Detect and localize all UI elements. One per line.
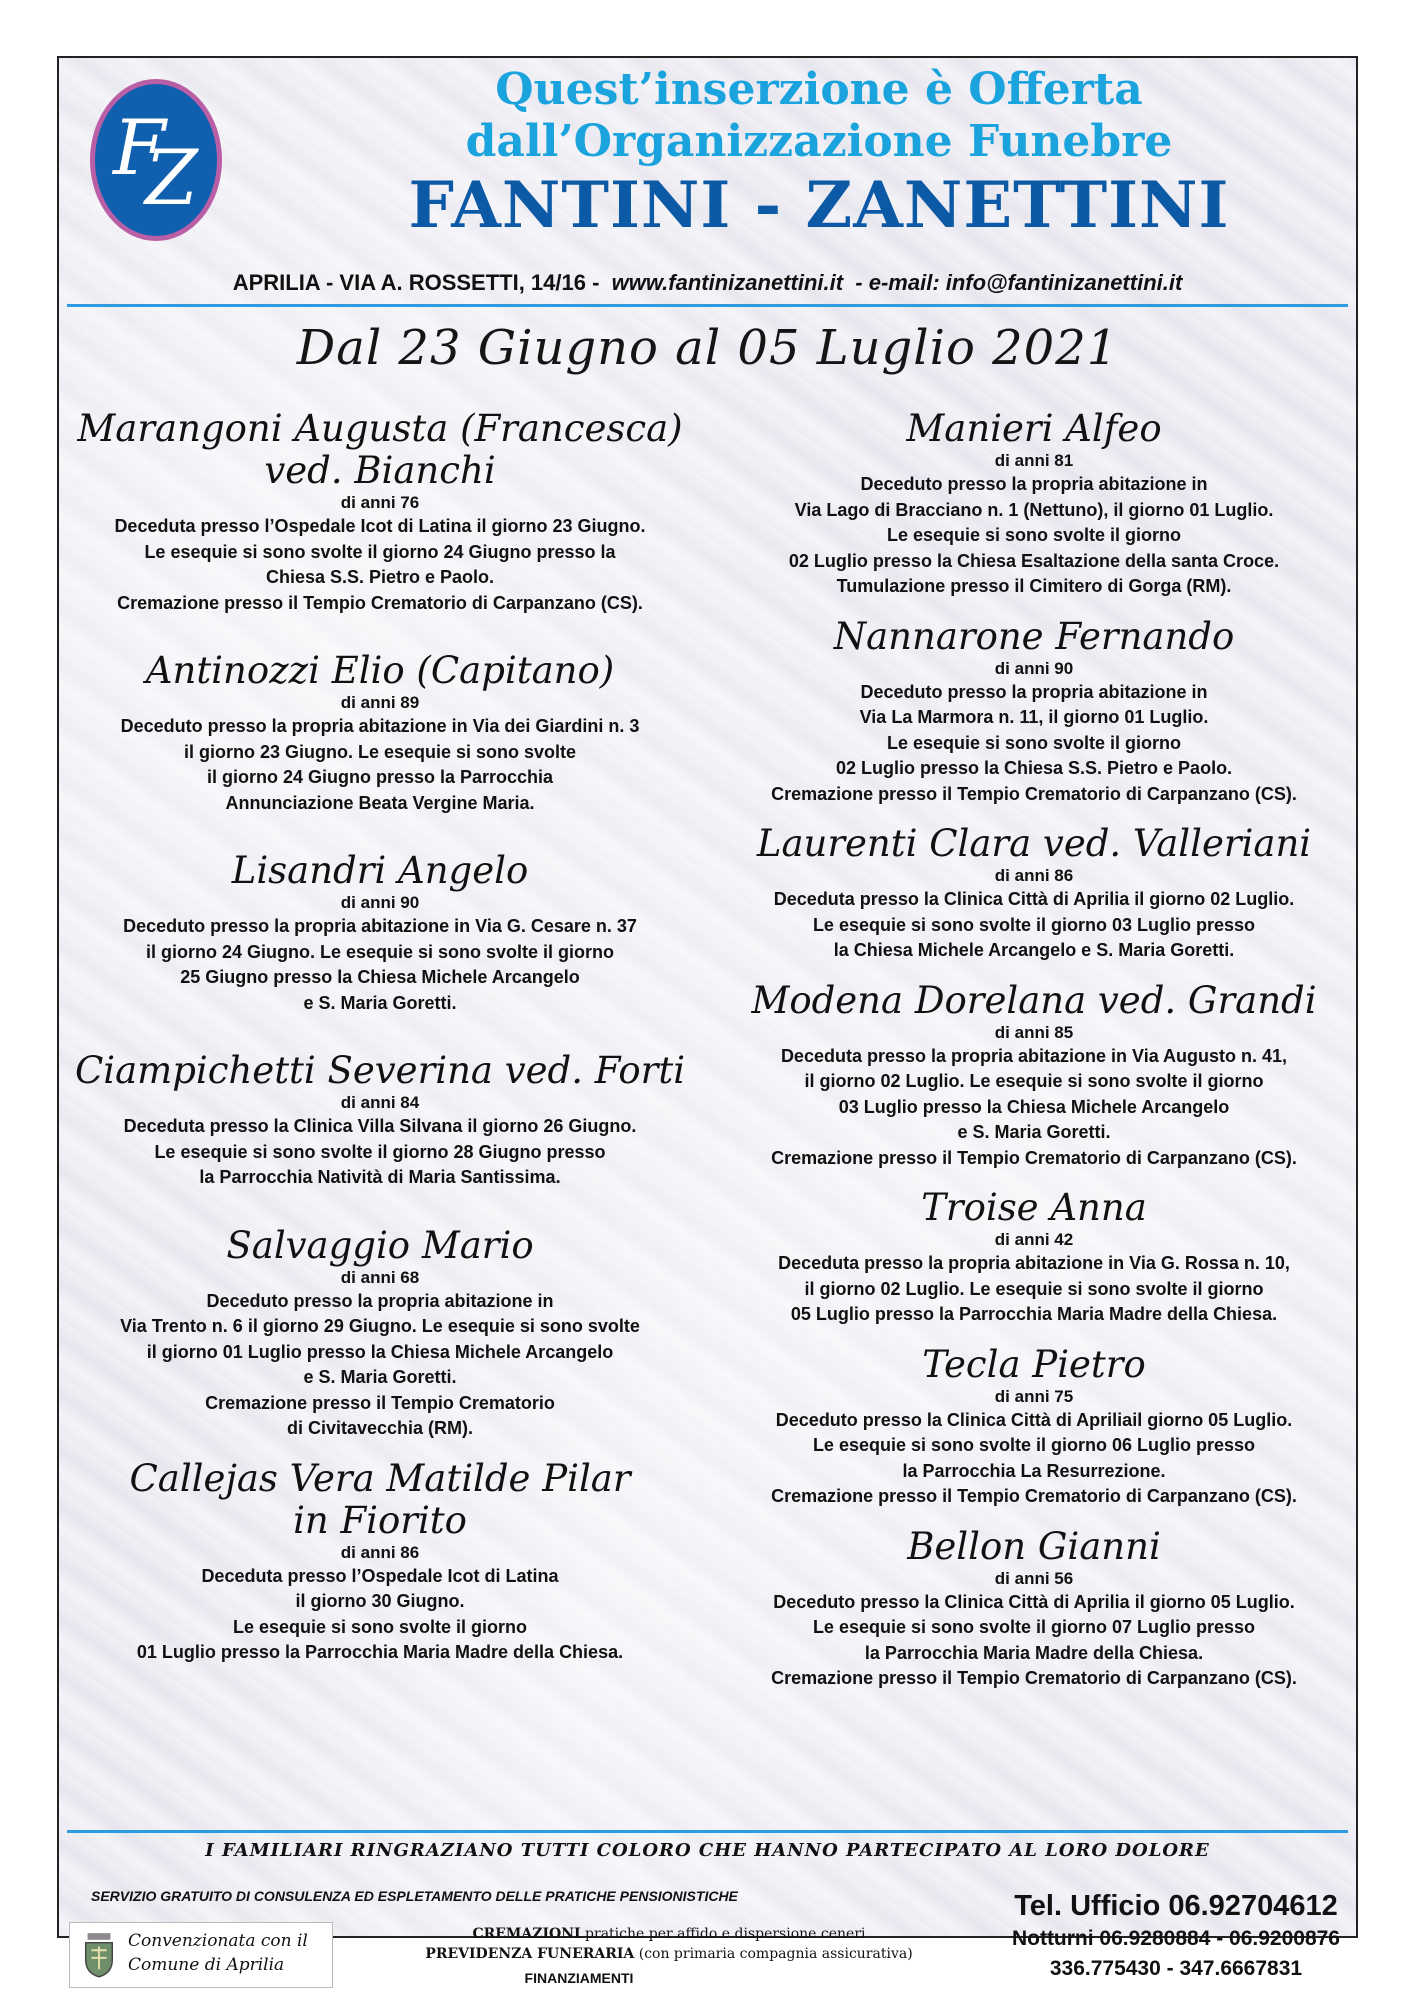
deceased-name: Laurenti Clara ved. Valleriani bbox=[756, 822, 1312, 865]
obituary-text-line: Deceduto presso la propria abitazione in bbox=[860, 681, 1208, 702]
obituary-text-line: e S. Maria Goretti. bbox=[303, 992, 457, 1013]
obituary-entry bbox=[67, 650, 693, 816]
deceased-name: Salvaggio Mario bbox=[226, 1223, 534, 1267]
obituary-text-line: la Parrocchia Maria Madre della Chiesa. bbox=[864, 1642, 1204, 1663]
logo-letter-f: F bbox=[113, 103, 166, 192]
obituary-entry bbox=[67, 850, 693, 1016]
services-list bbox=[339, 1924, 999, 1964]
header-line-2: dall’Organizzazione Funebre bbox=[465, 116, 1173, 167]
obituary-text-line: Deceduta presso la Clinica Città di Aprilia il giorno 02 Luglio. bbox=[773, 889, 1295, 909]
header bbox=[289, 64, 1349, 244]
obituary-text-line: Cremazione presso il Tempio Crematorio di Carpanzano (CS). bbox=[117, 592, 643, 613]
phone-block bbox=[1012, 1888, 1340, 1984]
obituary-text-line: Cremazione presso il Tempio Crematorio di Carpanzano (CS). bbox=[771, 783, 1297, 804]
contact-line bbox=[59, 270, 1356, 296]
obituary-text-line: Le esequie si sono svolte il giorno bbox=[232, 1616, 528, 1637]
deceased-age: di anni 56 bbox=[994, 1568, 1074, 1588]
obituary-text-line: Deceduta presso la propria abitazione in Via Augusto n. 41, bbox=[780, 1045, 1288, 1066]
convention-text bbox=[128, 1929, 308, 1977]
obituary-text-line: Deceduta presso l’Ospedale Icot di Latina bbox=[201, 1565, 559, 1586]
obituary-text-line: Deceduto presso la propria abitazione in bbox=[206, 1290, 554, 1311]
obituary-text-line: Via La Marmora n. 11, il giorno 01 Luglio. bbox=[859, 707, 1209, 727]
obituary-text-line: Via Trento n. 6 il giorno 29 Giugno. Le esequie si sono svolte bbox=[120, 1316, 640, 1336]
obituary-text-line: 03 Luglio presso la Chiesa Michele Arcangelo bbox=[838, 1096, 1230, 1117]
obituary-text-line: Deceduta presso l’Ospedale Icot di Latina il giorno 23 Giugno. bbox=[114, 516, 646, 536]
obituary-text-line: 02 Luglio presso la Chiesa S.S. Pietro e Paolo. bbox=[835, 758, 1233, 778]
insurance-detail: (con primaria compagnia assicurativa) bbox=[634, 1946, 913, 1962]
obituary-text-line: di Civitavecchia (RM). bbox=[286, 1418, 474, 1438]
office-phone[interactable]: Tel. Ufficio 06.92704612 bbox=[1014, 1890, 1338, 1922]
deceased-age: di anni 84 bbox=[340, 1093, 420, 1112]
obituary-text-line: Le esequie si sono svolte il giorno bbox=[886, 732, 1182, 753]
financing-label: FINANZIAMENTI bbox=[524, 1970, 634, 1986]
obituary-text-line: il giorno 24 Giugno presso la Parrocchia bbox=[206, 767, 554, 787]
municipality-badge bbox=[69, 1922, 333, 1988]
cremation-service bbox=[339, 1924, 999, 1944]
footer-divider bbox=[67, 1830, 1348, 1833]
obituary-text-line: Cremazione presso il Tempio Crematorio bbox=[205, 1392, 555, 1413]
deceased-name: Manieri Alfeo bbox=[906, 407, 1162, 450]
obituary-entry bbox=[719, 1344, 1349, 1510]
obituary-text-line: 25 Giugno presso la Chiesa Michele Arcangelo bbox=[180, 967, 580, 987]
obituary-text-line: Annunciazione Beata Vergine Maria. bbox=[225, 792, 535, 813]
deceased-name: Nannarone Fernando bbox=[833, 614, 1235, 658]
night-phones[interactable]: Notturni 06.9280884 - 06.9200876 bbox=[1011, 1927, 1340, 1950]
obituary-entry bbox=[719, 980, 1349, 1172]
address: APRILIA - VIA A. ROSSETTI, 14/16 - bbox=[232, 270, 600, 295]
obituary-text-line: Le esequie si sono svolte il giorno bbox=[886, 525, 1182, 545]
obituary-text-line: 05 Luglio presso la Parrocchia Maria Madre della Chiesa. bbox=[790, 1304, 1278, 1324]
obituary-text-line: il giorno 01 Luglio presso la Chiesa Michele Arcangelo bbox=[146, 1341, 614, 1362]
obituary-entry bbox=[67, 1050, 693, 1191]
obituary-text-line: Tumulazione presso il Cimitero di Gorga (RM). bbox=[836, 576, 1232, 596]
obituary-text-line: il giorno 23 Giugno. Le esequie si sono svolte bbox=[183, 741, 577, 762]
mobile-phones[interactable]: 336.775430 - 347.6667831 bbox=[1049, 1957, 1303, 1980]
deceased-name: Tecla Pietro bbox=[922, 1342, 1146, 1386]
deceased-age: di anni 68 bbox=[340, 1267, 420, 1287]
obituary-text-line: Cremazione presso il Tempio Crematorio di Carpanzano (CS). bbox=[771, 1668, 1297, 1688]
obituary-entry bbox=[67, 1225, 693, 1442]
header-line-1: Quest’inserzione è Offerta bbox=[495, 64, 1143, 115]
deceased-age: di anni 76 bbox=[340, 493, 420, 512]
convention-line-1: Convenzionata con il bbox=[128, 1931, 308, 1951]
obituary-text-line: il giorno 30 Giugno. bbox=[295, 1591, 465, 1611]
obituary-text-line: Cremazione presso il Tempio Crematorio di Carpanzano (CS). bbox=[771, 1147, 1297, 1168]
insurance-title: PREVIDENZA FUNERARIA bbox=[425, 1946, 635, 1962]
cremation-title: CREMAZIONI bbox=[472, 1926, 581, 1942]
deceased-name: Ciampichetti Severina ved. Forti bbox=[74, 1049, 686, 1092]
obituary-text-line: Deceduta presso la Clinica Villa Silvana il giorno 26 Giugno. bbox=[123, 1116, 637, 1136]
obituary-text-line: Le esequie si sono svolte il giorno 07 Luglio presso bbox=[812, 1617, 1256, 1637]
convention-line-2: Comune di Aprilia bbox=[128, 1955, 285, 1975]
fz-logo bbox=[87, 76, 225, 244]
deceased-age: di anni 85 bbox=[994, 1022, 1074, 1042]
obituary-text-line: Deceduto presso la Clinica Città di Aprilia il giorno 05 Luglio. bbox=[773, 1591, 1295, 1612]
obituary-text-line: Deceduto presso la Clinica Città di Apriliail giorno 05 Luglio. bbox=[775, 1409, 1293, 1430]
right-column bbox=[719, 408, 1349, 1692]
deceased-age: di anni 90 bbox=[994, 658, 1074, 678]
obituary-text-line: Deceduto presso la propria abitazione in bbox=[860, 474, 1208, 494]
obituary-entry bbox=[67, 1458, 693, 1666]
obituary-text-line: la Parrocchia La Resurrezione. bbox=[902, 1460, 1166, 1481]
obituary-text-line: il giorno 24 Giugno. Le esequie si sono svolte il giorno bbox=[145, 941, 615, 962]
deceased-name: Troise Anna bbox=[921, 1186, 1147, 1229]
thanks-message: I FAMILIARI RINGRAZIANO TUTTI COLORO CHE HANNO PARTECIPATO AL LORO DOLORE bbox=[205, 1840, 1210, 1861]
obituary-text-line: Le esequie si sono svolte il giorno 03 Luglio presso bbox=[812, 914, 1256, 935]
header-divider bbox=[67, 304, 1348, 307]
deceased-age: di anni 89 bbox=[340, 693, 420, 712]
obituary-text-line: e S. Maria Goretti. bbox=[957, 1122, 1111, 1142]
deceased-name: Bellon Gianni bbox=[907, 1524, 1161, 1568]
obituary-text-line: la Chiesa Michele Arcangelo e S. Maria Goretti. bbox=[833, 940, 1235, 960]
deceased-age: di anni 81 bbox=[994, 451, 1074, 470]
obituary-text-line: 02 Luglio presso la Chiesa Esaltazione della santa Croce. bbox=[788, 550, 1280, 571]
deceased-age: di anni 86 bbox=[994, 866, 1074, 885]
obituary-text-line: il giorno 02 Luglio. Le esequie si sono svolte il giorno bbox=[804, 1278, 1264, 1299]
obituary-text-line: il giorno 02 Luglio. Le esequie si sono svolte il giorno bbox=[804, 1071, 1264, 1091]
obituary-text-line: la Parrocchia Natività di Maria Santissima. bbox=[199, 1167, 561, 1187]
deceased-name: in Fiorito bbox=[293, 1498, 467, 1542]
deceased-name: Callejas Vera Matilde Pilar bbox=[129, 1456, 631, 1500]
logo-letter-z: Z bbox=[145, 133, 198, 222]
deceased-name: Antinozzi Elio (Capitano) bbox=[145, 649, 615, 692]
obituary-text-line: Cremazione presso il Tempio Crematorio di Carpanzano (CS). bbox=[771, 1486, 1297, 1506]
obituary-text-line: Deceduto presso la propria abitazione in Via G. Cesare n. 37 bbox=[123, 916, 637, 936]
deceased-name: Marangoni Augusta (Francesca) bbox=[77, 407, 683, 450]
obituary-entry bbox=[719, 408, 1349, 600]
obituary-entry bbox=[67, 408, 693, 616]
deceased-age: di anni 75 bbox=[994, 1386, 1074, 1406]
deceased-age: di anni 42 bbox=[994, 1230, 1074, 1249]
service-note: SERVIZIO GRATUITO DI CONSULENZA ED ESPLETAMENTO DELLE PRATICHE PENSIONISTICHE bbox=[91, 1888, 738, 1904]
deceased-name: Lisandri Angelo bbox=[231, 849, 529, 892]
obituary-text-line: 01 Luglio presso la Parrocchia Maria Madre della Chiesa. bbox=[136, 1642, 624, 1662]
obituary-text-line: Le esequie si sono svolte il giorno 28 Giugno presso bbox=[154, 1141, 606, 1162]
left-column bbox=[67, 408, 693, 1666]
obituary-entry bbox=[719, 616, 1349, 808]
cremation-detail: pratiche per affido e dispersione ceneri bbox=[580, 1926, 866, 1942]
obituary-text-line: Le esequie si sono svolte il giorno 24 Giugno presso la bbox=[144, 541, 616, 562]
obituary-entry bbox=[719, 823, 1349, 964]
brand-name: FANTINI - ZANETTINI bbox=[408, 168, 1230, 243]
date-range: Dal 23 Giugno al 05 Luglio 2021 bbox=[296, 320, 1119, 376]
obituary-text-line: Via Lago di Bracciano n. 1 (Nettuno), il giorno 01 Luglio. bbox=[794, 499, 1274, 520]
obituary-text-line: Deceduta presso la propria abitazione in Via G. Rossa n. 10, bbox=[778, 1253, 1290, 1273]
website-link[interactable]: www.fantinizanettini.it bbox=[611, 270, 844, 295]
obituary-text-line: Deceduto presso la propria abitazione in Via dei Giardini n. 3 bbox=[120, 716, 640, 736]
obituary-entry bbox=[719, 1526, 1349, 1692]
email-link[interactable]: - e-mail: info@fantinizanettini.it bbox=[855, 270, 1183, 295]
obituary-text-line: Le esequie si sono svolte il giorno 06 Luglio presso bbox=[812, 1435, 1256, 1455]
obituary-entry bbox=[719, 1187, 1349, 1328]
insurance-service bbox=[339, 1944, 999, 1964]
obituary-text-line: e S. Maria Goretti. bbox=[303, 1367, 457, 1387]
obituary-notice bbox=[57, 56, 1358, 1986]
deceased-name: ved. Bianchi bbox=[264, 449, 496, 492]
deceased-age: di anni 86 bbox=[340, 1542, 420, 1562]
coat-of-arms-icon bbox=[80, 1931, 118, 1979]
deceased-name: Modena Dorelana ved. Grandi bbox=[751, 978, 1317, 1022]
deceased-age: di anni 90 bbox=[340, 893, 420, 912]
obituary-text-line: Chiesa S.S. Pietro e Paolo. bbox=[265, 567, 495, 587]
